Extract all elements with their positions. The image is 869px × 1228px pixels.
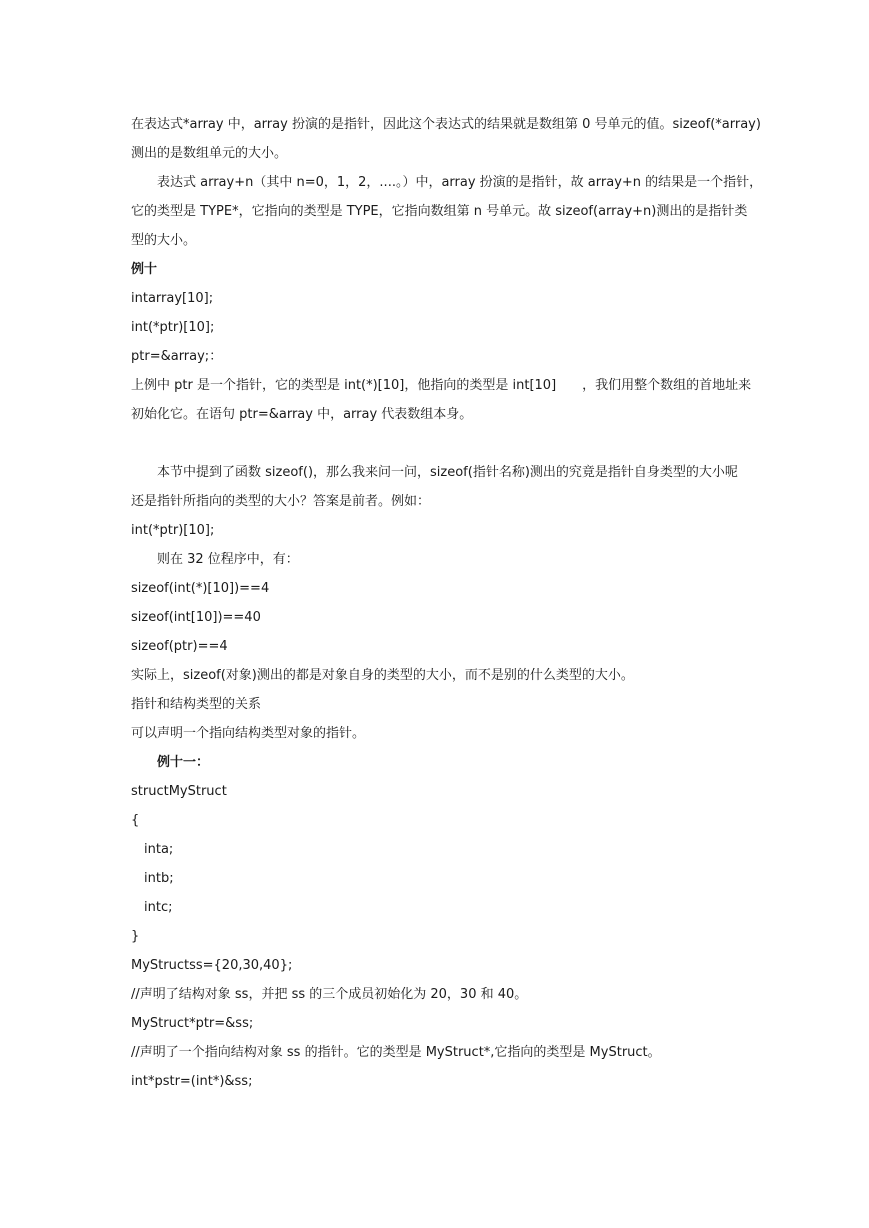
code-line: int*pstr=(int*)&ss; <box>131 1074 253 1089</box>
example-heading: 例十一： <box>157 755 210 770</box>
text-line: 表达式 array+n（其中 n=0，1，2，....。）中，array 扮演的是指针，故 array+n 的结果是一个指针， <box>157 175 763 190</box>
code-line: MyStructss={20,30,40}; <box>131 958 293 973</box>
text-line: 还是指针所指向的类型的大小？答案是前者。例如： <box>131 494 431 509</box>
code-line: } <box>131 929 140 944</box>
text-line: 它的类型是 TYPE*，它指向的类型是 TYPE，它指向数组第 n 号单元。故 sizeof(array+n)测出的是指针类 <box>131 204 748 219</box>
code-line: sizeof(int(*)[10])==4 <box>131 581 270 596</box>
code-line: sizeof(int[10])==40 <box>131 610 261 625</box>
code-line: int(*ptr)[10]; <box>131 523 215 538</box>
text-line: 则在 32 位程序中，有： <box>157 552 299 567</box>
code-line: { <box>131 813 140 828</box>
comment-line: //声明了一个指向结构对象 ss 的指针。它的类型是 MyStruct*,它指向的类型是 MyStruct。 <box>131 1045 661 1060</box>
example-heading: 例十 <box>131 262 158 277</box>
code-line: inta; <box>144 842 174 857</box>
comment-line: //声明了结构对象 ss，并把 ss 的三个成员初始化为 20，30 和 40。 <box>131 987 528 1002</box>
code-line: ptr=&array;： <box>131 349 223 364</box>
code-line: intb; <box>144 871 174 886</box>
code-line: int(*ptr)[10]; <box>131 320 215 335</box>
code-line: sizeof(ptr)==4 <box>131 639 228 654</box>
text-line: 型的大小。 <box>131 233 197 248</box>
text-line: 初始化它。在语句 ptr=&array 中，array 代表数组本身。 <box>131 407 473 422</box>
code-line: intc; <box>144 900 173 915</box>
section-heading: 指针和结构类型的关系 <box>131 697 262 712</box>
text-line: 实际上，sizeof(对象)测出的都是对象自身的类型的大小，而不是别的什么类型的大小。 <box>131 668 634 683</box>
code-line: intarray[10]; <box>131 291 214 306</box>
text-line: 在表达式*array 中，array 扮演的是指针，因此这个表达式的结果就是数组第 0 号单元的值。sizeof(*array) <box>131 117 761 132</box>
text-line: 本节中提到了函数 sizeof()，那么我来问一问，sizeof(指针名称)测出的究竟是指针自身类型的大小呢 <box>157 465 738 480</box>
text-line: 上例中 ptr 是一个指针，它的类型是 int(*)[10]，他指向的类型是 int[10] ，我们用整个数组的首地址来 <box>131 378 752 393</box>
document-page <box>131 110 763 1096</box>
blank-line <box>131 429 741 458</box>
text-line: 可以声明一个指向结构类型对象的指针。 <box>131 726 366 741</box>
code-line: structMyStruct <box>131 784 227 799</box>
code-line: MyStruct*ptr=&ss; <box>131 1016 254 1031</box>
text-line: 测出的是数组单元的大小。 <box>131 146 288 161</box>
